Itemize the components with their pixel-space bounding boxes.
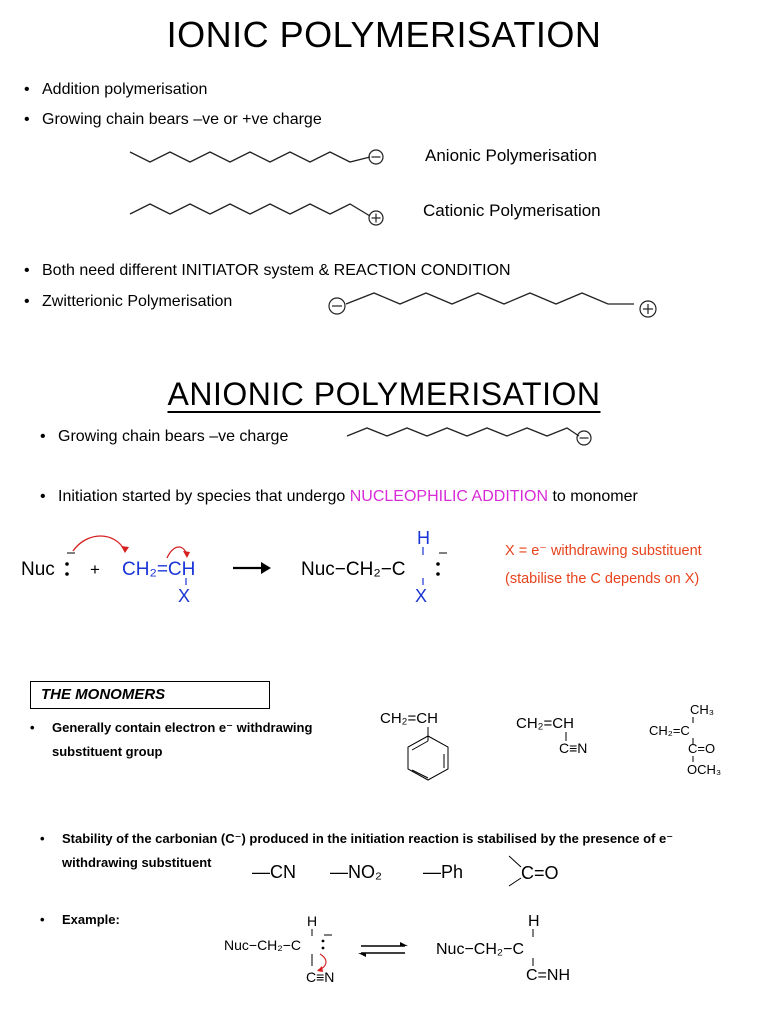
example-left-chain: Nuc−CH₂−C xyxy=(224,937,302,953)
reaction-note-2: (stabilise the C depends on X) xyxy=(505,571,700,587)
nuc-label: Nuc xyxy=(21,559,55,580)
bullet-text: Addition polymerisation xyxy=(42,81,208,98)
mma-vinyl: CH₂=C xyxy=(649,723,690,738)
monomers-bullet: • Generally contain electron e⁻ withdrawing xyxy=(30,720,313,735)
initiation-after: to monomer xyxy=(548,488,638,505)
anionic-chain-diagram-2 xyxy=(342,422,597,450)
substituent-cn: —CN xyxy=(252,862,296,882)
example-left-h: H xyxy=(307,913,318,929)
mma-methoxy: OCH₃ xyxy=(687,762,722,777)
stability-bullet-cont: withdrawing substituent xyxy=(62,855,212,870)
plus-sign: + xyxy=(90,560,100,579)
bullet-growing-chain: • Growing chain bears –ve or +ve charge xyxy=(24,111,322,128)
example-label: Example: xyxy=(62,912,120,927)
example-left-structure xyxy=(222,908,352,990)
styrene-formula: CH₂=CH xyxy=(380,710,438,727)
page-title: IONIC POLYMERISATION xyxy=(166,14,602,55)
example-bullet: • Example: xyxy=(40,912,120,927)
equilibrium-arrow-icon xyxy=(355,938,425,962)
anionic-chain-diagram xyxy=(125,140,390,172)
carbonyl-label: C=O xyxy=(521,863,559,883)
cationic-label: Cationic Polymerisation xyxy=(423,201,601,220)
substituent-carbonyl xyxy=(505,850,580,890)
acrylonitrile-formula: CH₂=CH xyxy=(516,715,574,732)
anionic-label: Anionic Polymerisation xyxy=(425,146,597,165)
bullet-text: Zwitterionic Polymerisation xyxy=(42,293,233,310)
styrene-structure xyxy=(372,700,472,785)
mma-structure xyxy=(645,698,755,780)
electron-arrow-icon xyxy=(73,536,125,551)
zwitterionic-chain-diagram xyxy=(322,286,662,322)
initiation-before: Initiation started by species that undergo xyxy=(58,488,350,505)
bullet-initiator: • Both need different INITIATOR system & REACTION CONDITION xyxy=(24,262,511,279)
nucleophilic-addition-highlight: NUCLEOPHILIC ADDITION xyxy=(349,488,548,505)
example-right-imine: C=NH xyxy=(526,967,571,984)
initiation-reaction-scheme xyxy=(15,525,485,610)
product-h: H xyxy=(417,528,430,548)
substituent-ph: —Ph xyxy=(423,862,464,882)
mma-carbonyl: C=O xyxy=(688,741,716,756)
bullet-text: Growing chain bears –ve charge xyxy=(58,428,289,445)
section-title-anionic: ANIONIC POLYMERISATION xyxy=(167,376,601,412)
mma-methyl: CH₃ xyxy=(690,702,715,717)
bullet-zwitterionic: • Zwitterionic Polymerisation xyxy=(24,293,233,310)
reaction-note-1: X = e⁻ withdrawing substituent xyxy=(505,543,702,559)
product-x: X xyxy=(415,586,428,606)
bullet-text: Both need different INITIATOR system & REACTION CONDITION xyxy=(42,262,511,279)
monomers-header: THE MONOMERS xyxy=(30,681,270,709)
example-right-chain: Nuc−CH₂−C xyxy=(436,941,525,958)
example-right-h: H xyxy=(528,913,540,930)
substituent-no2: —NO₂ xyxy=(330,862,382,882)
stability-bullet: • Stability of the carbonian (C⁻) produced in the initiation reaction is stabilised by the presence of e⁻ xyxy=(40,831,674,846)
substituent-x: X xyxy=(178,586,191,606)
bullet-text: Stability of the carbonian (C⁻) produced in the initiation reaction is stabilised by the presence of e⁻ xyxy=(62,831,674,846)
example-right-structure xyxy=(432,908,582,990)
bullet-addition: • Addition polymerisation xyxy=(24,81,208,98)
bullet-negative-charge: • Growing chain bears –ve charge xyxy=(40,428,289,445)
cationic-chain-diagram xyxy=(125,198,390,232)
monomer-formula: CH₂=CH xyxy=(122,559,196,580)
monomers-bullet-cont: substituent group xyxy=(52,744,163,759)
bullet-text: Generally contain electron e⁻ withdrawing xyxy=(52,720,313,735)
example-left-nitrile: C≡N xyxy=(306,969,335,985)
acrylonitrile-structure xyxy=(512,708,612,763)
bullet-text: Growing chain bears –ve or +ve charge xyxy=(42,111,322,128)
bullet-initiation: • Initiation started by species that undergo NUCLEOPHILIC ADDITION to monomer xyxy=(40,488,638,505)
nitrile-group: C≡N xyxy=(559,740,588,756)
product-chain: Nuc−CH₂−C xyxy=(301,559,406,580)
